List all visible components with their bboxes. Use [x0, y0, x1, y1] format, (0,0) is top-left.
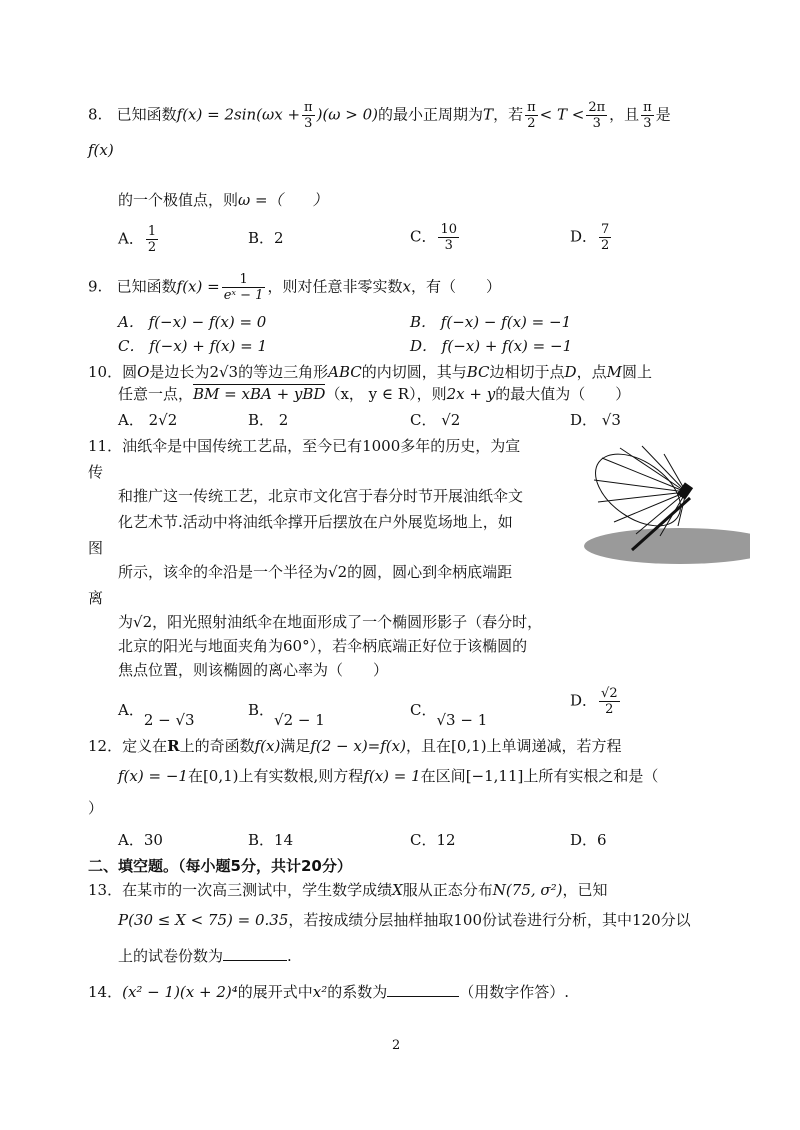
question-11-line-3: 和推广这一传统工艺，北京市文化宫于春分时节开展油纸伞文	[118, 487, 524, 505]
question-12-option-c: C．12	[410, 831, 456, 849]
question-11-option-c: C．√3 − 1	[410, 701, 488, 729]
question-12-line-3: ）	[88, 799, 104, 817]
question-9-option-c: C． f(−x) + f(x) = 1	[118, 337, 267, 355]
question-11-line-8: 为√2，阳光照射油纸伞在地面形成了一个椭圆形影子（春分时，	[118, 613, 543, 631]
section-2-heading: 二、填空题。（每小题5分，共计20分）	[88, 857, 352, 875]
question-8-option-a: A． $\frac{1}{2}$	[118, 224, 157, 255]
question-10-option-b: B． 2	[248, 411, 289, 429]
question-12-line-2: f(x) = −1在[0,1)上有实数根,则方程f(x) = 1在区间[−1,11]上所有实根之和是（	[118, 767, 659, 785]
question-8-line-1: 8. 已知函数f(x) = 2sin(ωx + $\frac{\pi}{3}$ )(ω > 0)的最小正周期为T，若 $\frac{\pi}{2}$ < T < $\frac{2\pi}{3}$ ，且 $\frac{\pi}{3}$ 是	[88, 100, 671, 131]
question-11-line-9: 北京的阳光与地面夹角为60°），若伞柄底端正好位于该椭圆的	[118, 637, 528, 655]
question-12-option-b: B．14	[248, 831, 294, 849]
question-8-option-b: B．2	[248, 229, 284, 247]
question-12-line-1: 12．定义在R上的奇函数f(x)满足f(2 − x)=f(x)，且在[0,1)上单调递减，若方程	[88, 737, 622, 755]
umbrella-shadow-ellipse	[584, 528, 750, 564]
question-13-line-2: P(30 ≤ X < 75) = 0.35，若按成绩分层抽样抽取100份试卷进行分析，其中120分以	[118, 911, 691, 929]
question-8-option-c: C． $\frac{10}{3}$	[410, 222, 458, 253]
question-10-option-d: D． √3	[570, 411, 621, 429]
question-11-line-1: 11．油纸伞是中国传统工艺品，至今已有1000多年的历史，为宣	[88, 437, 521, 455]
page-number: 2	[392, 1038, 401, 1053]
question-10-line-1: 10．圆O是边长为2√3的等边三角形ABC的内切圆，其与BC边相切于点D，点M圆上	[88, 363, 652, 381]
question-11-line-2: 传	[88, 463, 104, 481]
question-13-line-1: 13．在某市的一次高三测试中，学生数学成绩X服从正态分布N(75, σ²)，已知	[88, 881, 608, 899]
question-9-option-d: D． f(−x) + f(x) = −1	[410, 337, 573, 355]
question-9-line-1: 9. 已知函数f(x) = $\frac{1}{\text{eˣ − 1}}$ ，则对任意非零实数x，有（ ）	[88, 272, 501, 303]
question-9-option-b: B． f(−x) − f(x) = −1	[410, 313, 572, 331]
question-11-option-a: A．2 − √3	[118, 701, 195, 729]
question-11-line-10: 焦点位置，则该椭圆的离心率为（ ）	[118, 661, 389, 679]
question-8-option-d: D． $\frac{7}{2}$	[570, 222, 610, 253]
question-13-answer-blank[interactable]	[223, 944, 287, 961]
question-11-option-b: B．√2 − 1	[248, 701, 325, 729]
question-8-fx: f(x)	[88, 141, 114, 159]
question-13-line-3: 上的试卷份数为 .	[118, 944, 292, 966]
question-14-answer-blank[interactable]	[387, 980, 459, 997]
question-10-option-a: A． 2√2	[118, 411, 178, 429]
question-12-option-a: A．30	[118, 831, 163, 849]
question-11-line-5: 图	[88, 539, 104, 557]
oil-paper-umbrella-illustration	[580, 440, 750, 572]
question-10-option-c: C． √2	[410, 411, 461, 429]
question-9-option-a: A． f(−x) − f(x) = 0	[118, 313, 267, 331]
umbrella-canopy	[583, 440, 694, 540]
question-14-line-1: 14．(x² − 1)(x + 2)⁴的展开式中x²的系数为 （用数字作答）.	[88, 980, 569, 1002]
question-8-line-3: 的一个极值点，则ω =（ ）	[118, 191, 328, 209]
question-11-line-6: 所示，该伞的伞沿是一个半径为√2的圆，圆心到伞柄底端距	[118, 563, 513, 581]
question-12-option-d: D．6	[570, 831, 607, 849]
question-11-line-4: 化艺术节.活动中将油纸伞撑开后摆放在户外展览场地上，如	[118, 513, 513, 531]
question-11-option-d: D． $\frac{√2}{2}$	[570, 686, 618, 717]
question-10-line-2: 任意一点，BM = xBA + yBD（x， y ∈ R），则2x + y的最大值为（ ）	[118, 385, 631, 403]
question-11-line-7: 离	[88, 589, 104, 607]
